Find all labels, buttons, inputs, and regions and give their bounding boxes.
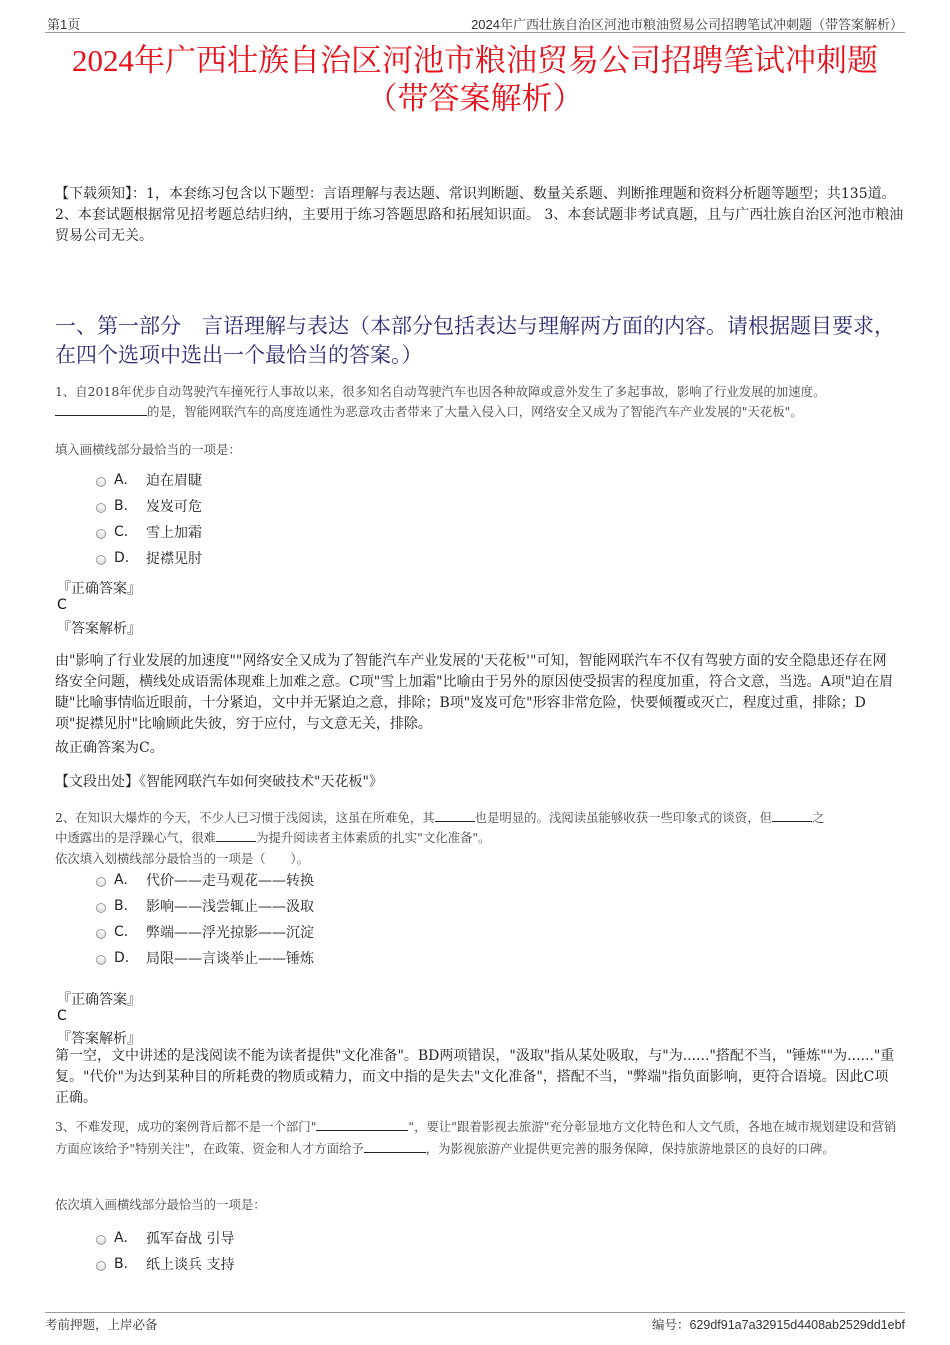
title-line-2: （带答案解析） xyxy=(366,81,584,116)
analysis-label: 『答案解析』 xyxy=(57,621,141,637)
footer-serial xyxy=(652,1315,905,1333)
option-text: 迫在眉睫 xyxy=(146,473,202,489)
stem-text: 为提升阅读者主体素质的扎实"文化准备"。 xyxy=(256,830,491,845)
answer-blank xyxy=(55,403,147,416)
option-letter: B. xyxy=(114,898,129,914)
question-1-answer: C xyxy=(57,597,67,613)
option-text: 影响——浅尝辄止——汲取 xyxy=(146,899,314,915)
running-header-title: 2024年广西壮族自治区河池市粮油贸易公司招聘笔试冲刺题（带答案解析） xyxy=(471,17,903,32)
title-line-1: 2024年广西壮族自治区河池市粮油贸易公司招聘笔试冲刺题 xyxy=(72,43,878,78)
question-2-option-d[interactable] xyxy=(96,948,314,968)
question-1-option-a[interactable] xyxy=(96,470,202,490)
stem-text: 中透露出的是浮躁心气，很难 xyxy=(55,830,217,845)
question-1-analysis: 由"影响了行业发展的加速度""网络安全又成为了智能汽车产业发展的'天花板'"可知，智能网联汽车不仅有驾驶方面的安全隐患还存在网络安全问题，横线处成语需体现难上加难之意。C项"雪上加霜"比喻由于另外的原因使受损害的程度加重，符合文意，当选。A项"迫在眉睫"比喻事情临近眼前，十分紧迫，文中并无紧迫之意，排除；B项"岌岌可危"形容非常危险，快要倾覆或灭亡，程度过重，排除；D项"捉襟见肘"比喻顾此失彼，穷于应付，与文意无关，排除。 xyxy=(55,653,894,732)
serial-number: 629df91a7a32915d4408ab2529dd1ebf xyxy=(689,1318,905,1332)
radio-button[interactable] xyxy=(96,477,106,487)
correct-answer-label: 『正确答案』 xyxy=(57,581,141,597)
option-letter: C. xyxy=(114,924,129,940)
question-2-prompt: 依次填入划横线部分最恰当的一项是（ ）。 xyxy=(55,851,310,866)
question-1-option-d[interactable] xyxy=(96,548,202,568)
question-3-prompt: 依次填入画横线部分最恰当的一项是： xyxy=(55,1197,266,1212)
stem-text: 2、在知识大爆炸的今天，不少人已习惯于浅阅读，这虽在所难免，其 xyxy=(55,810,435,825)
option-text: 局限——言谈举止——锤炼 xyxy=(146,951,314,967)
answer-blank xyxy=(316,1118,408,1131)
question-2-analysis: 第一空，文中讲述的是浅阅读不能为读者提供"文化准备"。BD两项错误，"汲取"指从某处吸取，与"为......"搭配不当，"锤炼""为......"重复。"代价"为达到某种目的所耗费的物质或精力，而文中指的是失去"文化准备"，搭配不当，"弊端"指负面影响，更符合语境。因此C项正确。 xyxy=(55,1048,895,1106)
section-heading: 一、第一部分 言语理解与表达（本部分包括表达与理解两方面的内容。请根据题目要求，在四个选项中选出一个最恰当的答案。） xyxy=(55,314,895,367)
radio-button[interactable] xyxy=(96,503,106,513)
option-letter: A. xyxy=(114,872,128,888)
header-divider xyxy=(45,32,905,33)
question-1-stem-line2 xyxy=(55,402,900,422)
answer-blank xyxy=(772,809,812,822)
radio-button[interactable] xyxy=(96,877,106,887)
option-text: 岌岌可危 xyxy=(146,499,202,515)
question-1-prompt: 填入画横线部分最恰当的一项是： xyxy=(55,442,241,457)
question-1-option-c[interactable] xyxy=(96,522,202,542)
option-text: 弊端——浮光掠影——沉淀 xyxy=(146,925,314,941)
radio-button[interactable] xyxy=(96,1235,106,1245)
serial-label: 编号： xyxy=(651,1318,690,1332)
stem-text: 也是明显的。浅阅读虽能够收获一些印象式的谈资，但 xyxy=(474,810,772,825)
option-letter: A. xyxy=(114,1230,128,1246)
question-1-stem xyxy=(55,382,900,422)
radio-button[interactable] xyxy=(96,929,106,939)
option-letter: B. xyxy=(114,1256,129,1272)
footer-slogan: 考前押题，上岸必备 xyxy=(45,1317,158,1332)
option-letter: A. xyxy=(114,472,128,488)
radio-button[interactable] xyxy=(96,529,106,539)
question-1-stem-text: 的是，智能网联汽车的高度连通性为恶意攻击者带来了大量入侵入口，网络安全又成为了智能汽车产业发展的"天花板"。 xyxy=(147,404,803,419)
question-3-option-b[interactable] xyxy=(96,1254,234,1274)
question-1-conclusion: 故正确答案为C。 xyxy=(55,740,164,756)
option-letter: B. xyxy=(114,498,129,514)
option-text: 代价——走马观花——转换 xyxy=(146,873,314,889)
radio-button[interactable] xyxy=(96,1261,106,1271)
option-text: 雪上加霜 xyxy=(146,525,202,541)
footer-divider xyxy=(45,1312,905,1313)
stem-text: ，为影视旅游产业提供更完善的服务保障，保持旅游地景区的良好的口碑。 xyxy=(425,1141,835,1156)
question-3-option-a[interactable] xyxy=(96,1228,234,1248)
question-1-source: 【文段出处】《智能网联汽车如何突破技术"天花板"》 xyxy=(55,774,383,790)
question-2-option-b[interactable] xyxy=(96,896,314,916)
radio-button[interactable] xyxy=(96,955,106,965)
option-letter: D. xyxy=(114,550,130,566)
option-text: 孤军奋战 引导 xyxy=(146,1231,235,1247)
stem-text: 3、不难发现，成功的案例背后都不是一个部门" xyxy=(55,1119,317,1134)
page-number: 第1页 xyxy=(47,17,81,32)
radio-button[interactable] xyxy=(96,555,106,565)
correct-answer-label: 『正确答案』 xyxy=(57,992,141,1008)
radio-button[interactable] xyxy=(96,903,106,913)
option-text: 纸上谈兵 支持 xyxy=(146,1257,235,1273)
analysis-label: 『答案解析』 xyxy=(57,1031,141,1047)
question-2-option-c[interactable] xyxy=(96,922,314,942)
answer-blank xyxy=(216,829,256,842)
question-1-stem-line1: 1、自2018年优步自动驾驶汽车撞死行人事故以来，很多知名自动驾驶汽车也因各种故障或意外发生了多起事故，影响了行业发展的加速度。 xyxy=(55,384,826,399)
option-letter: C. xyxy=(114,524,129,540)
document-title xyxy=(0,42,950,118)
question-2-option-a[interactable] xyxy=(96,870,314,890)
answer-blank xyxy=(364,1140,426,1153)
question-3-stem xyxy=(55,1116,900,1160)
option-text: 捉襟见肘 xyxy=(146,551,202,567)
question-2-stem xyxy=(55,808,900,848)
download-notice: 【下载须知】：1，本套练习包含以下题型：言语理解与表达题、常识判断题、数量关系题、判断推理题和资料分析题等题型；共135道。 2、本套试题根据常见招考题总结归纳，主要用于练习答题思路和拓展知识面。 3、本套试题非考试真题，且与广西壮族自治区河池市粮油贸易公司无关。 xyxy=(55,186,904,244)
question-2-answer: C xyxy=(57,1008,67,1024)
question-1-option-b[interactable] xyxy=(96,496,202,516)
stem-text: "，要让"跟着影视去旅游"充分彰显地方文化特色和人文气质，各地在城市规划建设和营销方面应该给予"特别关注"，在政策、资金和人才方面给予 xyxy=(55,1119,897,1156)
stem-text: 之 xyxy=(811,810,825,825)
option-letter: D. xyxy=(114,950,130,966)
answer-blank xyxy=(435,809,475,822)
